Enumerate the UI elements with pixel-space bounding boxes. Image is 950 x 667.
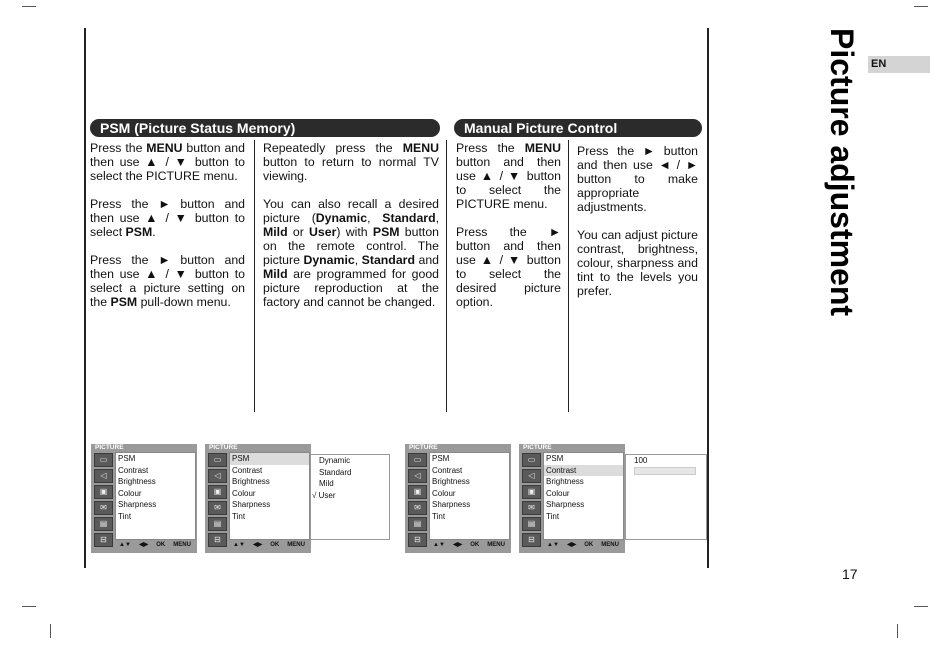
osd-nav-hint: ▲▼ xyxy=(547,542,559,548)
osd-nav-hint: MENU xyxy=(601,542,619,548)
right-frame-line xyxy=(707,28,709,568)
osd-menu-item: Sharpness xyxy=(118,500,157,510)
manual-section-header: Manual Picture Control xyxy=(454,119,702,137)
screen-adjust-icon: ▤ xyxy=(208,517,227,531)
osd-nav-hint: OK xyxy=(470,542,480,548)
osd-menu-item: Brightness xyxy=(118,477,156,487)
osd-menu-item: Brightness xyxy=(432,477,470,487)
osd-menu-item: Tint xyxy=(432,511,446,521)
screen-icon: ▭ xyxy=(522,453,541,467)
osd-menu-item: Sharpness xyxy=(432,500,471,510)
osd-menu-item: Tint xyxy=(118,511,132,521)
manual-column-1 xyxy=(456,141,561,323)
psm-option: Dynamic xyxy=(319,456,351,465)
psm-submenu xyxy=(310,454,390,540)
osd-nav-hints xyxy=(429,540,509,550)
osd-menu-list xyxy=(229,452,310,540)
time-icon: ▣ xyxy=(208,485,227,499)
osd-nav-hint: MENU xyxy=(487,542,505,548)
special-icon: ✉ xyxy=(408,501,427,515)
screen-icon: ▭ xyxy=(408,453,427,467)
osd-menu-item: PSM xyxy=(432,454,450,463)
crop-mark xyxy=(914,606,928,607)
paragraph: You can also recall a desired picture (Dynamic, Standard, Mild or User) with PSM button on the remote control. The picture Dynamic, Standard and Mild are programmed for good picture reproduction at the factory and cannot be changed. xyxy=(263,197,439,309)
osd-nav-hint: MENU xyxy=(287,542,305,548)
osd-nav-hint: ◀▶ xyxy=(452,542,463,548)
osd-nav-hint: MENU xyxy=(173,542,191,548)
sound-icon: ◁ xyxy=(208,469,227,483)
osd-nav-hint: ▲▼ xyxy=(433,542,445,548)
psm-option: Standard xyxy=(319,467,352,477)
left-frame-line xyxy=(84,28,86,568)
sound-icon: ◁ xyxy=(522,469,541,483)
special-icon: ✉ xyxy=(94,501,113,515)
lock-icon: ⊟ xyxy=(208,533,227,547)
page-number: 17 xyxy=(842,566,858,582)
osd-icon-column xyxy=(208,453,228,549)
osd-nav-hint: ◀▶ xyxy=(252,542,263,548)
osd-nav-hint: OK xyxy=(270,542,280,548)
crop-mark xyxy=(22,6,36,7)
lock-icon: ⊟ xyxy=(94,533,113,547)
osd-menu-item: Contrast xyxy=(118,465,149,475)
paragraph: Press the ► button and then use ▲ / ▼ button to select a picture setting on the PSM pull-down menu. xyxy=(90,253,245,309)
osd-menu-item: Brightness xyxy=(232,477,270,487)
osd-picture-menu xyxy=(519,444,625,553)
screen-icon: ▭ xyxy=(208,453,227,467)
osd-menu-item: Contrast xyxy=(544,465,623,477)
osd-nav-hints xyxy=(229,540,309,550)
manual-column-2 xyxy=(577,144,698,312)
osd-menu-item: Sharpness xyxy=(546,500,585,510)
sound-icon: ◁ xyxy=(408,469,427,483)
contrast-adjust-box xyxy=(625,454,707,540)
osd-nav-hint: ◀▶ xyxy=(138,542,149,548)
screen-icon: ▭ xyxy=(94,453,113,467)
osd-menu-list xyxy=(429,452,510,540)
osd-nav-hint: ▲▼ xyxy=(233,542,245,548)
side-title: Picture adjustment xyxy=(824,28,860,317)
crop-mark xyxy=(914,6,928,7)
osd-menu-item: Tint xyxy=(546,511,560,521)
osd-menu-item: PSM xyxy=(230,453,309,465)
osd-nav-hints xyxy=(543,540,623,550)
psm-option: √ User xyxy=(312,490,336,500)
osd-icon-column xyxy=(522,453,542,549)
contrast-value: 100 xyxy=(634,456,648,465)
column-divider xyxy=(254,140,255,412)
osd-menu-item: Contrast xyxy=(232,465,263,475)
paragraph: You can adjust picture contrast, brightness, colour, sharpness and tint to the levels you prefer. xyxy=(577,228,698,298)
osd-menu-list xyxy=(543,452,624,540)
lock-icon: ⊟ xyxy=(522,533,541,547)
time-icon: ▣ xyxy=(408,485,427,499)
osd-menu-title: PICTURE xyxy=(523,444,552,451)
screen-adjust-icon: ▤ xyxy=(94,517,113,531)
column-divider xyxy=(446,140,447,412)
psm-section-header: PSM (Picture Status Memory) xyxy=(90,119,440,137)
osd-menu-item: Contrast xyxy=(432,465,463,475)
osd-picture-menu xyxy=(205,444,311,553)
psm-column-1 xyxy=(90,141,245,323)
crop-mark xyxy=(22,606,36,607)
language-tab: EN xyxy=(868,56,930,73)
screen-adjust-icon: ▤ xyxy=(522,517,541,531)
contrast-slider xyxy=(634,467,696,475)
osd-menu-item: Brightness xyxy=(546,477,584,487)
osd-menu-list xyxy=(115,452,196,540)
lock-icon: ⊟ xyxy=(408,533,427,547)
crop-mark xyxy=(897,624,898,638)
osd-picture-menu xyxy=(91,444,197,553)
special-icon: ✉ xyxy=(522,501,541,515)
osd-menu-item: Colour xyxy=(546,488,570,498)
paragraph: Press the ► button and then use ◄ / ► button to make appropriate adjustments. xyxy=(577,144,698,214)
time-icon: ▣ xyxy=(94,485,113,499)
paragraph: Repeatedly press the MENU button to return to normal TV viewing. xyxy=(263,141,439,183)
osd-menu-item: PSM xyxy=(118,454,136,463)
osd-picture-menu xyxy=(405,444,511,553)
osd-menu-item: PSM xyxy=(546,454,564,463)
psm-column-2 xyxy=(263,141,439,323)
osd-icon-column xyxy=(94,453,114,549)
time-icon: ▣ xyxy=(522,485,541,499)
osd-nav-hint: ◀▶ xyxy=(566,542,577,548)
osd-nav-hint: OK xyxy=(584,542,594,548)
osd-menu-item: Colour xyxy=(232,488,256,498)
sound-icon: ◁ xyxy=(94,469,113,483)
psm-option: Mild xyxy=(319,479,334,489)
osd-menu-item: Tint xyxy=(232,511,246,521)
osd-nav-hint: ▲▼ xyxy=(119,542,131,548)
special-icon: ✉ xyxy=(208,501,227,515)
osd-menu-item: Colour xyxy=(118,488,142,498)
osd-menu-item: Sharpness xyxy=(232,500,271,510)
osd-menu-title: PICTURE xyxy=(95,444,124,451)
paragraph: Press the MENU button and then use ▲ / ▼ button to select the PICTURE menu. xyxy=(456,141,561,211)
osd-nav-hint: OK xyxy=(156,542,166,548)
screen-adjust-icon: ▤ xyxy=(408,517,427,531)
column-divider xyxy=(568,140,569,412)
osd-menu-title: PICTURE xyxy=(209,444,238,451)
osd-menu-title: PICTURE xyxy=(409,444,438,451)
osd-menu-item: Colour xyxy=(432,488,456,498)
paragraph: Press the ► button and then use ▲ / ▼ button to select the desired picture option. xyxy=(456,225,561,309)
paragraph: Press the MENU button and then use ▲ / ▼ button to select the PICTURE menu. xyxy=(90,141,245,183)
osd-nav-hints xyxy=(115,540,195,550)
crop-mark xyxy=(50,624,51,638)
paragraph: Press the ► button and then use ▲ / ▼ button to select PSM. xyxy=(90,197,245,239)
osd-icon-column xyxy=(408,453,428,549)
